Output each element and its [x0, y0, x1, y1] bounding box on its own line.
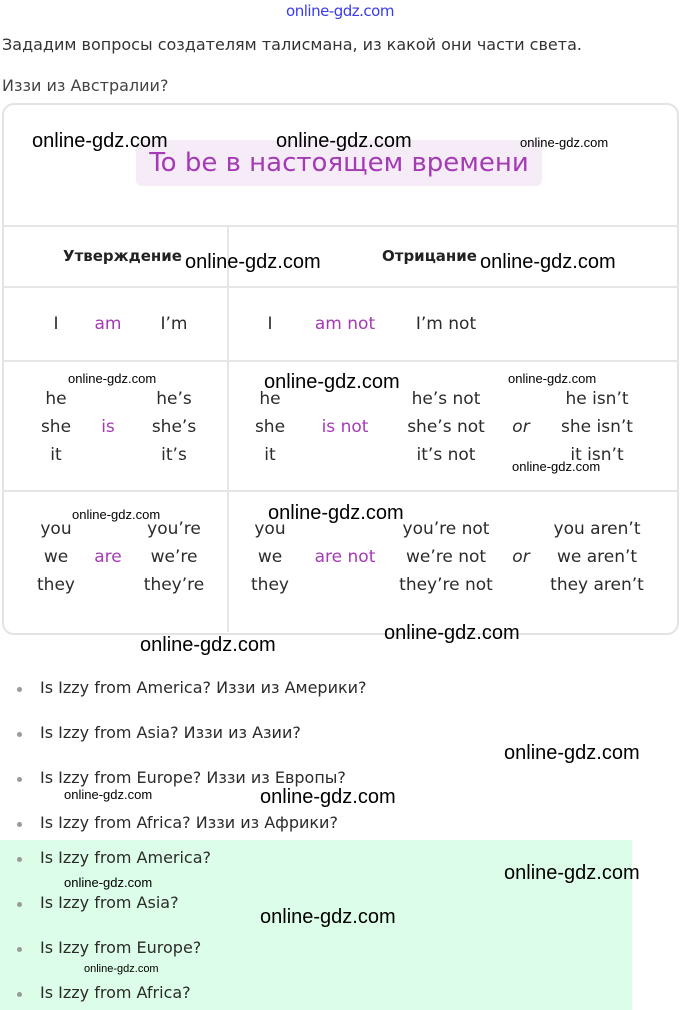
contraction: they’re — [143, 575, 205, 595]
bullet-icon — [17, 687, 22, 692]
table-divider — [2, 225, 678, 227]
subject: they — [37, 575, 75, 595]
subject: they — [251, 575, 289, 595]
or-label: or — [512, 417, 530, 437]
alt-contraction: she isn’t — [561, 417, 633, 437]
table-divider — [2, 286, 678, 288]
alt-contraction: he isn’t — [565, 389, 629, 409]
watermark: online-gdz.com — [32, 130, 168, 152]
bullet-icon — [17, 732, 22, 737]
subject: I — [267, 314, 273, 334]
list-item: Is Izzy from Europe? Иззи из Европы? — [40, 768, 346, 787]
bullet-icon — [17, 947, 22, 952]
affirmative-header: Утверждение — [63, 247, 182, 265]
subject: he — [259, 389, 281, 409]
negative-contraction: it’s not — [416, 445, 476, 465]
subject: she — [40, 417, 72, 437]
list-item: Is Izzy from America? Иззи из Америки? — [40, 678, 367, 697]
verb-form: are — [94, 547, 122, 567]
watermark: online-gdz.com — [268, 502, 404, 524]
negative-contraction: he’s not — [411, 389, 481, 409]
negative-header: Отрицание — [382, 247, 477, 265]
subject: you — [254, 519, 286, 539]
contraction: he’s — [156, 389, 192, 409]
question-text: Иззи из Австралии? — [2, 76, 169, 95]
alt-contraction: it isn’t — [570, 445, 624, 465]
bullet-icon — [17, 777, 22, 782]
or-label: or — [512, 547, 530, 567]
contraction: you’re — [147, 519, 201, 539]
watermark: online-gdz.com — [64, 875, 153, 890]
table-divider — [2, 360, 678, 362]
table-title: To be в настоящем времени — [149, 148, 529, 178]
watermark: online-gdz.com — [504, 862, 640, 884]
negative-contraction: she’s not — [407, 417, 485, 437]
contraction: it’s — [161, 445, 187, 465]
watermark: online-gdz.com — [185, 251, 321, 273]
bullet-icon — [17, 902, 22, 907]
watermark: online-gdz.com — [260, 906, 396, 928]
site-logo[interactable]: online-gdz.com — [286, 2, 394, 20]
watermark: online-gdz.com — [72, 507, 161, 522]
watermark: online-gdz.com — [512, 459, 601, 474]
watermark: online-gdz.com — [68, 371, 157, 386]
subject: she — [254, 417, 286, 437]
negative-verb-form: is not — [321, 417, 369, 437]
negative-contraction: they’re not — [399, 575, 493, 595]
subject: we — [257, 547, 283, 567]
watermark: online-gdz.com — [520, 135, 609, 150]
list-item: Is Izzy from Asia? Иззи из Азии? — [40, 723, 301, 742]
subject: it — [264, 445, 276, 465]
table-divider — [2, 490, 678, 492]
negative-contraction: we’re not — [405, 547, 487, 567]
subject: we — [43, 547, 69, 567]
bullet-icon — [17, 857, 22, 862]
alt-contraction: we aren’t — [556, 547, 638, 567]
verb-form: am — [94, 314, 122, 334]
watermark: online-gdz.com — [276, 130, 412, 152]
watermark: online-gdz.com — [84, 963, 159, 975]
answer-item: Is Izzy from Europe? — [40, 938, 202, 957]
watermark: online-gdz.com — [504, 742, 640, 764]
negative-contraction: you’re not — [402, 519, 490, 539]
subject: it — [50, 445, 62, 465]
negative-verb-form: are not — [314, 547, 376, 567]
watermark: online-gdz.com — [480, 251, 616, 273]
answer-item: Is Izzy from Asia? — [40, 893, 179, 912]
alt-contraction: they aren’t — [550, 575, 644, 595]
watermark: online-gdz.com — [64, 787, 153, 802]
verb-form: is — [101, 417, 115, 437]
subject: he — [45, 389, 67, 409]
bullet-icon — [17, 992, 22, 997]
alt-contraction: you aren’t — [553, 519, 641, 539]
bullet-icon — [17, 822, 22, 827]
intro-text: Зададим вопросы создателям талисмана, из какой они части света. — [2, 35, 582, 54]
table-column-divider — [227, 226, 229, 632]
watermark: online-gdz.com — [260, 786, 396, 808]
watermark: online-gdz.com — [264, 371, 400, 393]
answer-item: Is Izzy from America? — [40, 848, 212, 867]
watermark: online-gdz.com — [508, 371, 597, 386]
answer-item: Is Izzy from Africa? — [40, 983, 191, 1002]
subject: you — [40, 519, 72, 539]
list-item: Is Izzy from Africa? Иззи из Африки? — [40, 813, 338, 832]
watermark: online-gdz.com — [140, 634, 276, 656]
subject: I — [53, 314, 59, 334]
contraction: we’re — [150, 547, 198, 567]
watermark: online-gdz.com — [384, 622, 520, 644]
negative-contraction: I’m not — [415, 314, 477, 334]
contraction: I’m — [160, 314, 188, 334]
contraction: she’s — [151, 417, 197, 437]
negative-verb-form: am not — [314, 314, 376, 334]
